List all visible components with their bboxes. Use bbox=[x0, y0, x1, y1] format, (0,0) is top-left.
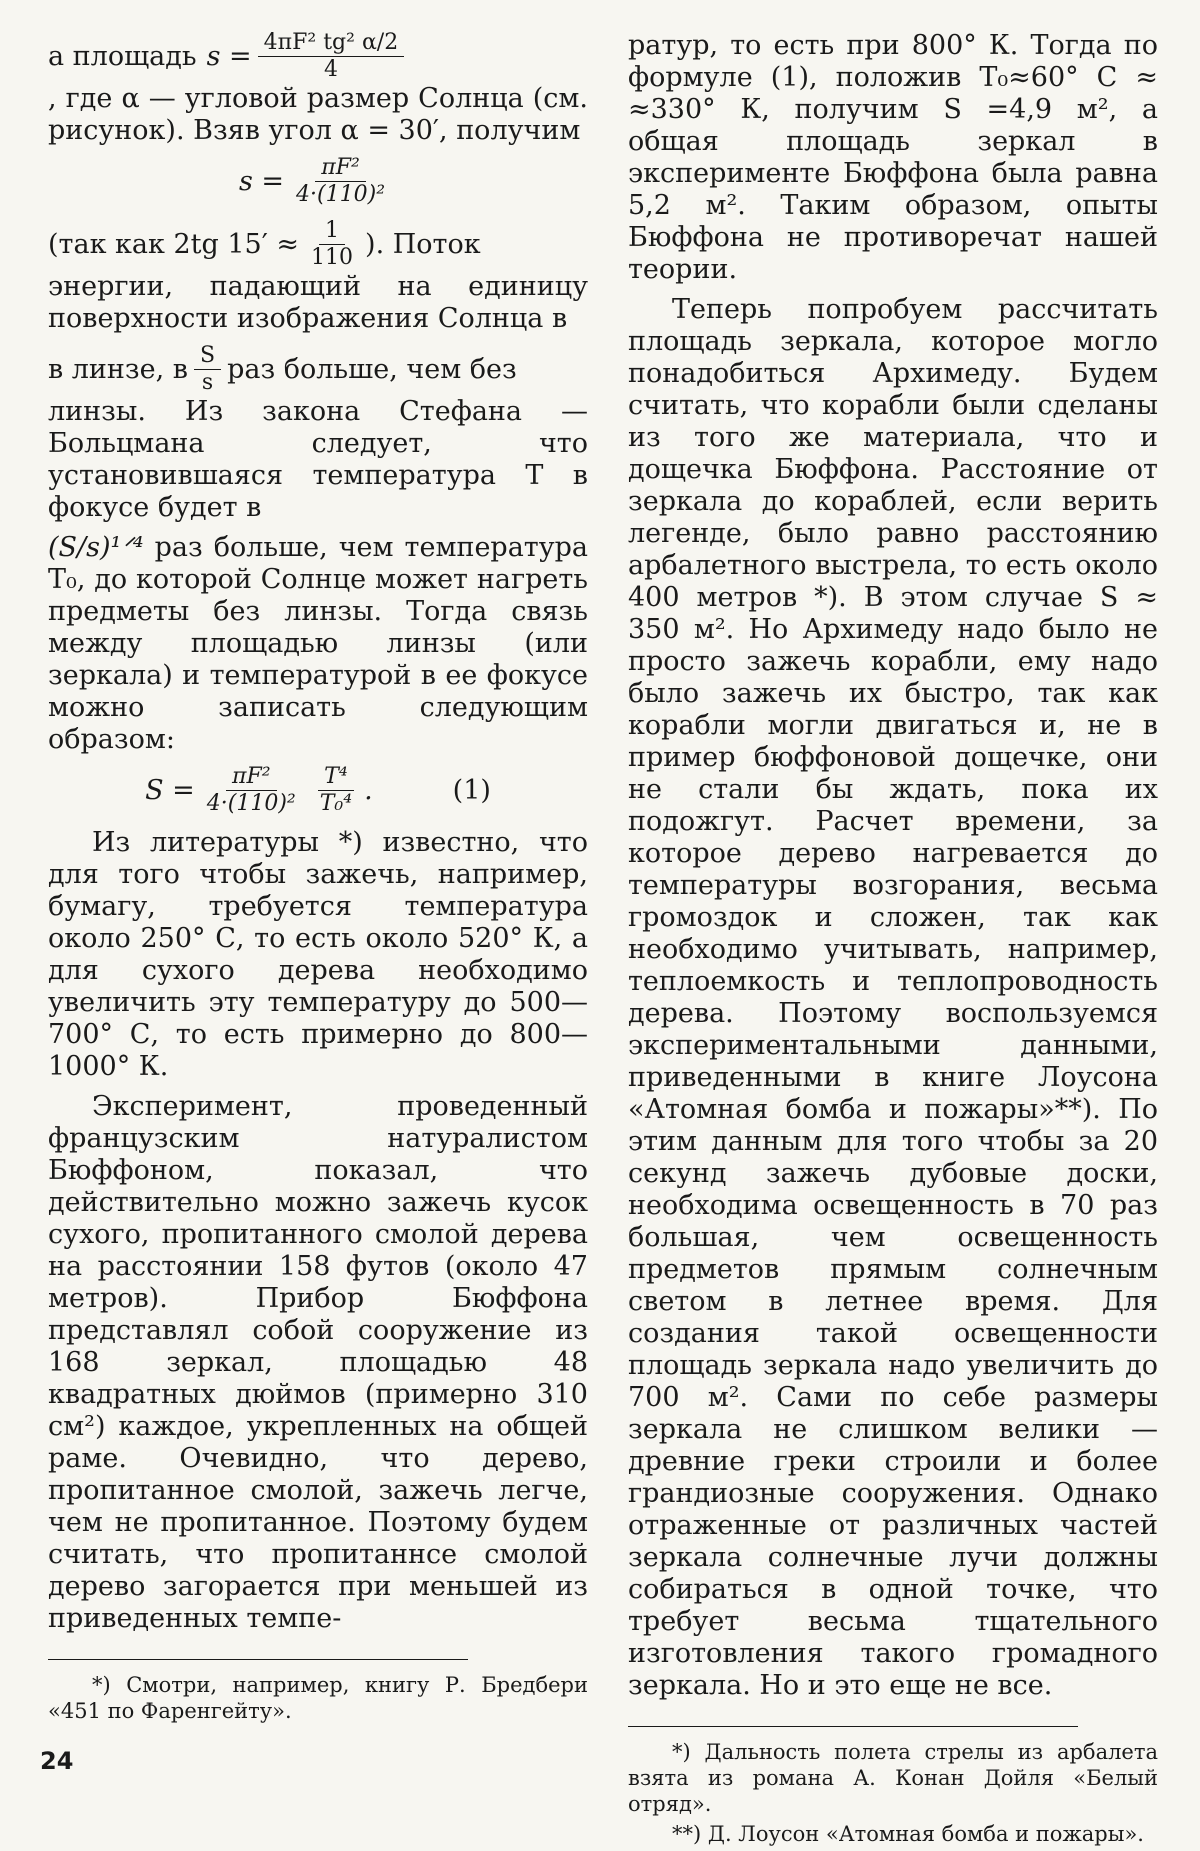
formula-1-denominator-a: 4·(110)² bbox=[206, 791, 296, 816]
formula-1-label: (1) bbox=[452, 774, 491, 806]
lens-ratio-fraction bbox=[194, 343, 221, 396]
lens-ratio-numerator: S bbox=[194, 343, 221, 370]
tangent-note-pre: (так как 2tg 15′ ≈ bbox=[48, 228, 300, 260]
stefan-boltzmann-text: линзы. Из закона Стефана —Больцмана следует, что установившаяся температура T в фокусе будет в bbox=[48, 396, 588, 523]
formula-1-fraction-b bbox=[314, 764, 358, 817]
footnote-divider-right bbox=[628, 1726, 1078, 1727]
archimedes-mirror-text: Теперь попробуем рассчитать площадь зеркала, которое могло понадобиться Архимеду. Будем считать, что корабли были сделаны из того же материала, что и дощечка Бюффона. Расстояние от зеркала до кораблей, если верить легенде, было равно расстоянию арбалетного выстрела, то есть около 400 метров *). В этом случае S ≈ 350 м². Но Архимеду надо было не просто зажечь корабли, ему надо было зажечь их быстро, так как корабли могли двигаться и, не в пример бюффоновой дощечке, они не стали бы ждать, пока их подожгут. Расчет времени, за которое дерево нагревается до температуры возгорания, весьма громоздок и сложен, так как необходимо учитывать, например, теплоемкость и теплопроводность дерева. Поэтому воспользуемся экспериментальными данными, приведенными в книге Лоусона «Атомная бомба и пожары»**). По этим данным для того чтобы за 20 секунд зажечь дубовые доски, необходима освещенность в 70 раз большая, чем освещенность предметов прямым солнечным светом в летнее время. Для создания такой освещенности площадь зеркала надо увеличить до 700 м². Сами по себе размеры зеркала не слишком велики — древние греки строили и более грандиозные сооружения. Однако отраженные от различных частей зеркала солнечные лучи должны собираться в одной точке, что требует весьма тщательного изготовления такого громадного зеркала. Но и это еще не все. bbox=[628, 294, 1158, 1701]
formula-1-numerator-a: πF² bbox=[226, 764, 277, 791]
energy-flux-text: энергии, падающий на единицу поверхности изображения Солнца в bbox=[48, 271, 588, 334]
footnote-divider bbox=[48, 1659, 468, 1660]
formula-small-area-fraction bbox=[290, 155, 391, 208]
lens-ratio-pre: в линзе, в bbox=[48, 353, 188, 385]
area-intro: а площадь bbox=[48, 40, 197, 72]
footnote-lawson: **) Д. Лоусон «Атомная бомба и пожары». bbox=[672, 1822, 1144, 1846]
temperature-ratio-body: раз больше, чем температура T₀, до которой Солнце может нагреть предметы без линзы. Тогда связь между площадью линзы (или зеркала) и температурой в ее фокусе можно записать следующим образом: bbox=[48, 532, 589, 755]
ignition-temperature-text: Из литературы *) известно, что для того чтобы зажечь, например, бумагу, требуется температура около 250° С, то есть около 520° К, а для сухого дерева необходимо увеличить эту температуру до 500—700° С, то есть примерно до 800—1000° К. bbox=[48, 827, 588, 1082]
left-column bbox=[48, 30, 588, 1728]
area-formula-denominator: 4 bbox=[323, 57, 338, 82]
footnote-bradbury: *) Смотри, например, книгу Р. Бредбери «451 по Фаренгейту». bbox=[48, 1673, 588, 1723]
area-formula-numerator: 4πF² tg² α/2 bbox=[258, 30, 405, 57]
tangent-note-numerator: 1 bbox=[319, 218, 345, 245]
temperature-ratio-expr: (S/s)¹ᐟ⁴ bbox=[48, 532, 144, 563]
area-formula-lhs: s = bbox=[206, 40, 252, 72]
buffon-experiment-text: Эксперимент, проведенный французским натуралистом Бюффоном, показал, что действительно можно зажечь кусок сухого, пропитанного смолой дерева на расстоянии 158 футов (около 47 метров). Прибор Бюффона представлял собой сооружение из 168 зеркал, площадью 48 квадратных дюймов (примерно 310 см²) каждое, укрепленных на общей раме. Очевидно, что дерево, пропитанное смолой, зажечь легче, чем не пропитанное. Поэтому будем считать, что пропитаннсе смолой дерево загорается при меньшей из приведенных темпе- bbox=[48, 1091, 588, 1634]
page-number: 24 bbox=[40, 1747, 74, 1775]
formula-1-lhs: S = bbox=[145, 774, 195, 806]
formula-small-area bbox=[48, 155, 588, 208]
area-explanation: , где α — угловой размер Солнца (см. рисунок). Взяв угол α = 30′, получим bbox=[48, 83, 588, 146]
tangent-note-line bbox=[48, 218, 588, 271]
tangent-note-fraction bbox=[305, 218, 359, 271]
area-formula-line bbox=[48, 30, 588, 83]
buffon-conclusion-text: ратур, то есть при 800° К. Тогда по формуле (1), положив T₀≈60° С ≈ ≈330° К, получим S =4,9 м², а общая площадь зеркал в эксперименте Бюффона была равна 5,2 м². Таким образом, опыты Бюффона не противоречат нашей теории. bbox=[628, 30, 1158, 285]
lens-ratio-denominator: s bbox=[201, 370, 214, 395]
formula-small-area-numerator: πF² bbox=[315, 155, 366, 182]
formula-small-area-lhs: s = bbox=[238, 165, 285, 197]
formula-1-end: . bbox=[364, 774, 373, 806]
area-formula-fraction bbox=[258, 30, 405, 83]
formula-1 bbox=[48, 764, 588, 817]
lens-ratio-post: раз больше, чем без bbox=[227, 353, 517, 385]
formula-1-numerator-b: T⁴ bbox=[318, 764, 354, 791]
footnote-crossbow: *) Дальность полета стрелы из арбалета взята из романа А. Конан Дойля «Белый отряд». bbox=[628, 1740, 1158, 1816]
formula-1-fraction-a bbox=[201, 764, 302, 817]
tangent-note-denominator: 110 bbox=[311, 245, 354, 270]
tangent-note-post: ). Поток bbox=[365, 228, 481, 260]
temperature-ratio-text bbox=[48, 532, 588, 756]
lens-ratio-line bbox=[48, 343, 588, 396]
formula-1-denominator-b: T₀⁴ bbox=[319, 791, 353, 816]
right-column bbox=[628, 30, 1158, 1851]
formula-small-area-denominator: 4·(110)² bbox=[296, 182, 386, 207]
